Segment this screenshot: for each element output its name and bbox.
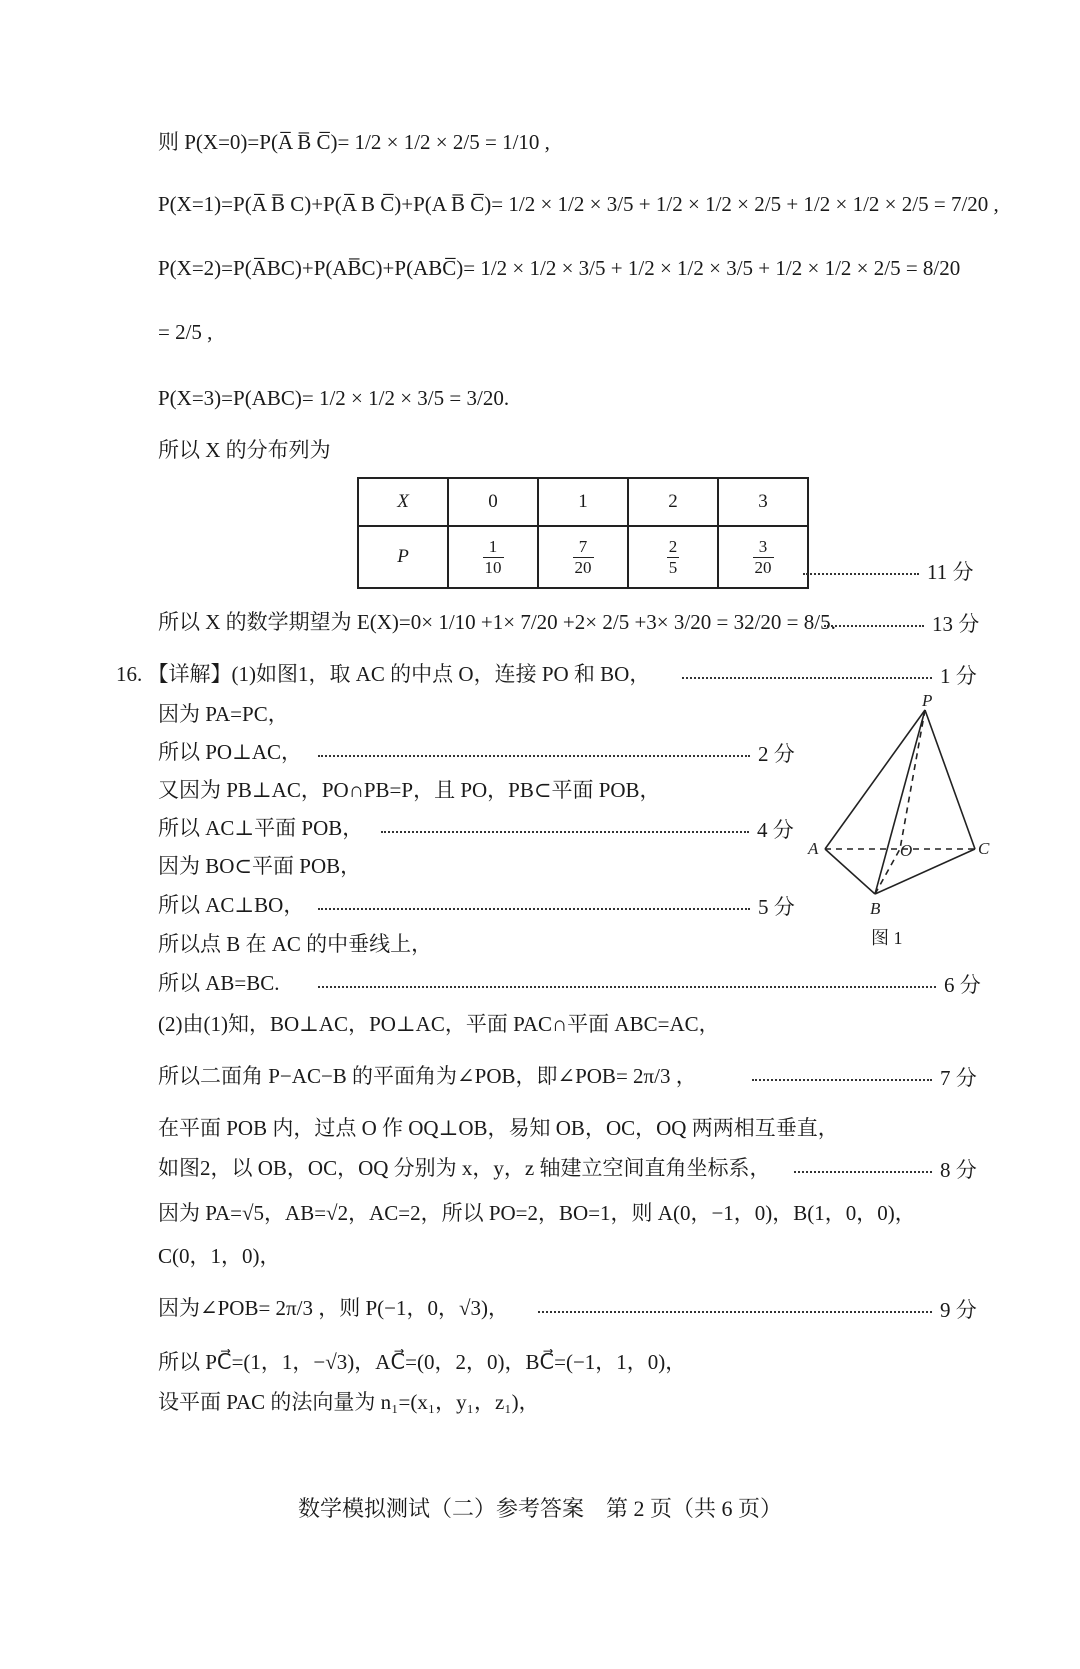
line-step: 所以 AB=BC.	[158, 971, 280, 995]
line-px2: P(X=2)=P(A̅BC)+P(AB̅C)+P(ABC̅)= 1/2 × 1/2 × 3/5 + 1/2 × 1/2 × 3/5 + 1/2 × 1/2 × 2/5 = 8/20	[158, 256, 961, 280]
table-cell: 1	[538, 478, 628, 526]
fraction: $\frac{7}{20}$	[574, 536, 592, 577]
score-mark: 6 分	[318, 969, 981, 999]
vertex-label: P	[922, 691, 933, 710]
vertex-label: O	[900, 841, 913, 860]
line-px3: P(X=3)=P(ABC)= 1/2 × 1/2 × 3/5 = 3/20.	[158, 386, 510, 410]
line-px0: 则 P(X=0)=P(A̅ B̅ C̅)= 1/2 × 1/2 × 2/5 = 1/10 ,	[158, 130, 550, 154]
fraction: $\frac{3}{20}$	[754, 536, 772, 577]
line-step: 如图2，以 OB，OC，OQ 分别为 x，y，z 轴建立空间直角坐标系，	[158, 1156, 771, 1180]
score-mark: 7 分	[752, 1062, 977, 1092]
line-px2-cont: = 2/5 ,	[158, 320, 213, 344]
line-step: 因为∠POB= 2π/3 ，则 P(−1，0，√3)，	[158, 1296, 510, 1320]
line-step: 所以 PO⊥AC，	[158, 740, 303, 764]
line-step: 在平面 POB 内，过点 O 作 OQ⊥OB，易知 OB，OC，OQ 两两相互垂直，	[158, 1116, 839, 1140]
table-row	[358, 478, 808, 526]
table-cell	[628, 526, 718, 588]
page-footer: 数学模拟测试（二）参考答案 第 2 页（共 6 页）	[297, 1496, 782, 1521]
line-step: 所以 PC⃗=(1，1，−√3)，AC⃗=(0，2，0)，BC⃗=(−1，1，0)，	[158, 1350, 687, 1374]
table-cell	[538, 526, 628, 588]
table-cell: X	[358, 478, 448, 526]
score-mark: 11 分	[803, 556, 973, 586]
line-step: 设平面 PAC 的法向量为 n₁=(x₁，y₁，z₁)，	[158, 1390, 540, 1414]
score-mark: 9 分	[538, 1294, 977, 1324]
score-mark: 4 分	[381, 814, 794, 844]
line-q16-intro: 16. 【详解】(1)如图1，取 AC 的中点 O，连接 PO 和 BO，	[116, 662, 651, 686]
table-cell: 0	[448, 478, 538, 526]
score-mark: 13 分	[824, 608, 979, 638]
vertex-label: A	[808, 839, 819, 858]
fraction: $\frac{2}{5}$	[668, 536, 678, 577]
line-step: 又因为 PB⊥AC，PO∩PB=P，且 PO，PB⊂平面 POB，	[158, 778, 661, 802]
line-step: 因为 PA=√5，AB=√2，AC=2，所以 PO=2，BO=1，则 A(0，−1，0)，B(1，0，0)，	[158, 1201, 916, 1225]
vertex-label: C	[978, 839, 990, 858]
line-step: (2)由(1)知，BO⊥AC，PO⊥AC，平面 PAC∩平面 ABC=AC，	[158, 1012, 720, 1036]
table-row	[358, 526, 808, 588]
table-cell: 2	[628, 478, 718, 526]
vertex-label: B	[870, 899, 881, 918]
line-step: 所以二面角 P−AC−B 的平面角为∠POB，即∠POB= 2π/3 ，	[158, 1064, 697, 1088]
distribution-table	[357, 477, 809, 589]
table-cell	[718, 526, 808, 588]
figure-caption: 图 1	[871, 928, 903, 948]
line-step: 因为 BO⊂平面 POB，	[158, 854, 362, 878]
line-step: 因为 PA=PC，	[158, 702, 289, 726]
table-cell	[448, 526, 538, 588]
line-step: 所以点 B 在 AC 的中垂线上，	[158, 932, 433, 956]
line-step: C(0，1，0)，	[158, 1244, 281, 1268]
table-cell: 3	[718, 478, 808, 526]
line-dist-intro: 所以 X 的分布列为	[158, 438, 331, 462]
table-cell: P	[358, 526, 448, 588]
line-step: 所以 AC⊥平面 POB，	[158, 816, 364, 840]
line-px1: P(X=1)=P(A̅ B̅ C)+P(A̅ B C̅)+P(A B̅ C̅)= 1/2 × 1/2 × 3/5 + 1/2 × 1/2 × 2/5 + 1/2 × 1/2 × 2/5 = 7/20 ,	[158, 192, 999, 216]
fraction: $\frac{1}{10}$	[484, 536, 502, 577]
score-mark: 8 分	[794, 1154, 977, 1184]
score-mark: 2 分	[318, 738, 795, 768]
score-mark: 1 分	[682, 660, 977, 690]
line-step: 所以 AC⊥BO，	[158, 893, 305, 917]
line-expectation: 所以 X 的数学期望为 E(X)=0× 1/10 +1× 7/20 +2× 2/5 +3× 3/20 = 32/20 = 8/5.	[158, 610, 836, 634]
pyramid-figure	[808, 691, 1000, 924]
score-mark: 5 分	[318, 891, 795, 921]
